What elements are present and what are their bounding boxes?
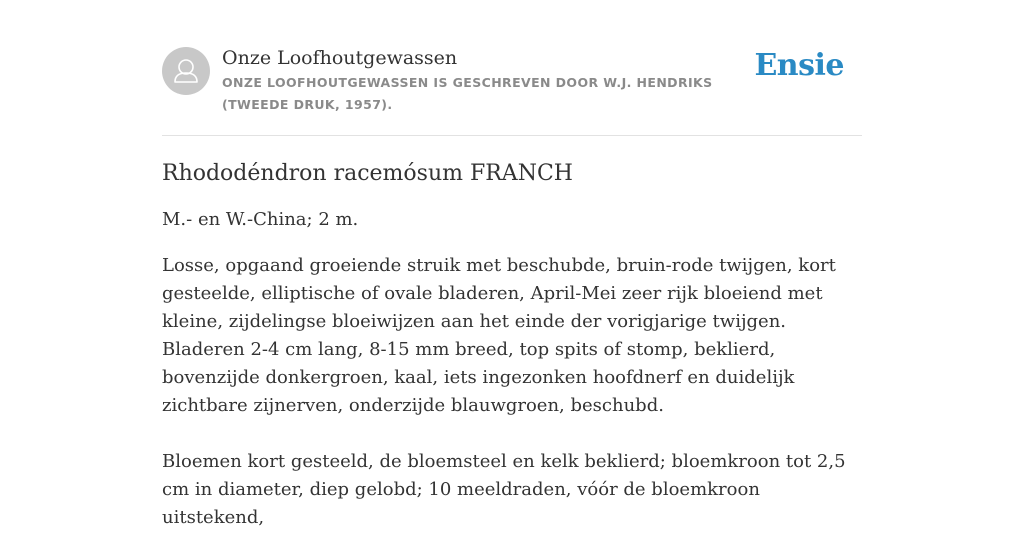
user-icon	[162, 47, 210, 95]
entry-description: Losse, opgaand groeiende struik met beschubde, bruin-rode twijgen, kort gesteelde, elliptische of ovale bladeren, April-Mei zeer rijk bloeiend met kleine, zijdelingse bloeiwijzen aan het einde der vorigjarige twijgen. Bladeren 2-4 cm lang, 8-15 mm breed, top spits of stomp, beklierd, bovenzijde donkergroen, kaal, iets ingezonken hoofdnerf en duidelijk zichtbare zijnerven, onderzijde blauwgroen, beschubd.	[162, 255, 836, 416]
entry-content	[162, 156, 862, 550]
source-header	[162, 44, 862, 136]
source-info	[222, 44, 752, 116]
entry-distribution: M.- en W.-China; 2 m.	[162, 209, 359, 230]
entry-flowers: Bloemen kort gesteeld, de bloemsteel en kelk beklierd; bloemkroon tot 2,5 cm in diameter, diep gelobd; 10 meeldraden, vóór de bloemkroon uitstekend,	[162, 451, 846, 528]
source-description: ONZE LOOFHOUTGEWASSEN IS GESCHREVEN DOOR W.J. HENDRIKS (TWEEDE DRUK, 1957).	[222, 75, 713, 112]
ensie-logo[interactable]: Ensie	[754, 48, 844, 83]
entry-title: Rhododéndron racemósum FRANCH	[162, 161, 573, 186]
source-title[interactable]: Onze Loofhoutgewassen	[222, 47, 458, 69]
